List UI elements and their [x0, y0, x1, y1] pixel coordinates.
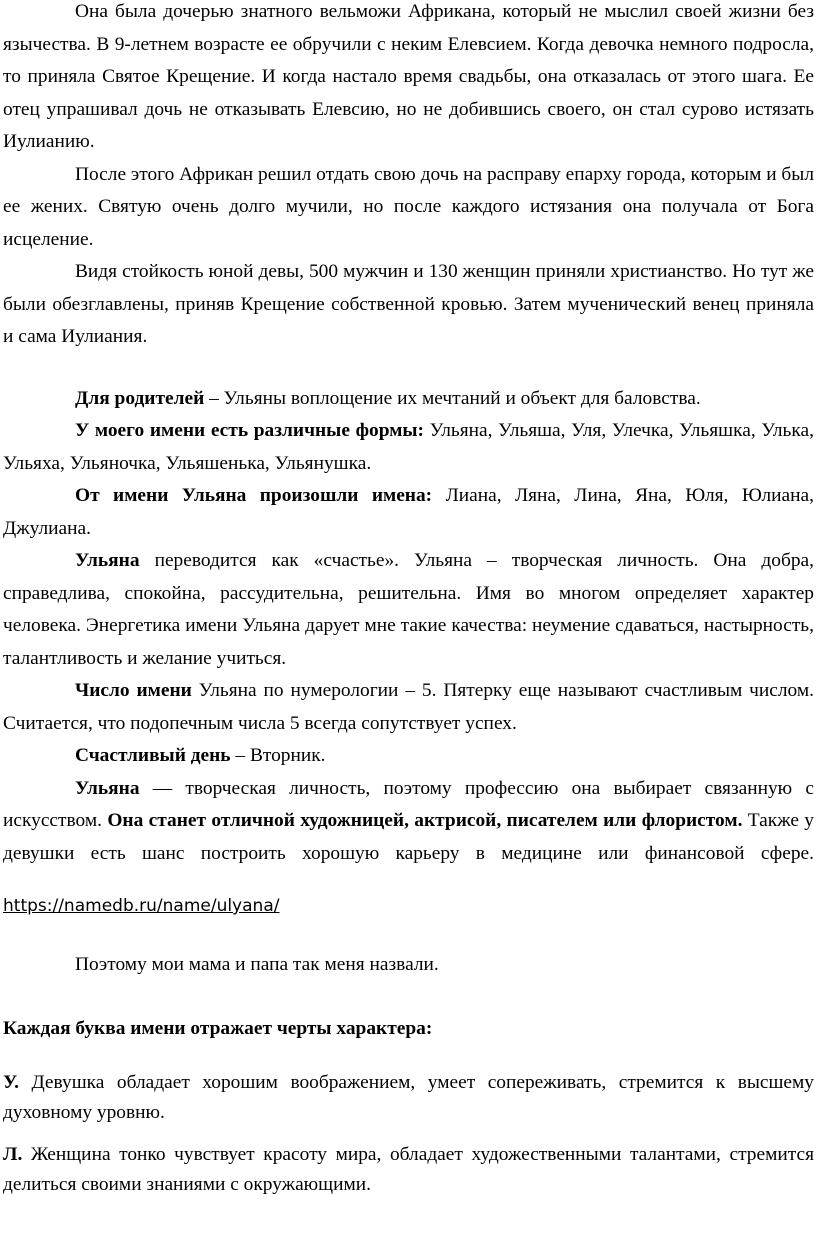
spacer	[0, 1128, 816, 1140]
label-letter-l: Л.	[3, 1143, 23, 1165]
text-career-1: — творческая личность, поэтому профессию она выбирает связанную с искусством.	[3, 777, 814, 831]
label-for-parents: Для родителей	[75, 387, 205, 409]
paragraph-martyrdom: Видя стойкость юной девы, 500 мужчин и 130 женщин приняли христианство. Но тут же были обезглавлены, приняв Крещение собственной кровью. Затем мученический венец приняла и сама Иулиания.	[3, 261, 814, 347]
paragraph-name-meaning	[0, 545, 816, 675]
paragraph-lucky-day	[0, 740, 816, 773]
label-letter-u: У.	[3, 1071, 19, 1093]
text-name-number: Ульяна по нумерологии – 5. Пятерку еще называют счастливым числом. Считается, что подопечным числа 5 всегда сопутствует успех.	[3, 680, 814, 734]
source-link[interactable]: https://namedb.ru/name/ulyana/	[3, 896, 280, 916]
heading-letters: Каждая буква имени отражает черты характера:	[3, 1018, 433, 1039]
paragraph-persecution: После этого Африкан решил отдать свою дочь на расправу епарху города, которым и был ее жених. Святую очень долго мучили, но после каждого истязания она получала от Бога исцеление.	[3, 163, 814, 250]
paragraph-letter-u	[0, 1068, 816, 1128]
spacer	[0, 870, 816, 890]
spacer	[0, 354, 816, 381]
text-name-forms: Ульяна, Ульяша, Уля, Улечка, Ульяшка, Улька, Ульяха, Ульяночка, Ульяшенька, Ульянушка.	[3, 420, 814, 474]
text-career-2: Также у девушки есть шанс построить хорошую карьеру в медицине или финансовой сфере.	[3, 810, 814, 864]
text-letter-l: Женщина тонко чувствует красоту мира, обладает художественными талантами, стремится делиться своими знаниями с окружающими.	[3, 1143, 814, 1195]
spacer	[0, 923, 816, 949]
label-name-number: Число имени	[75, 680, 192, 701]
text-career-bold: Она станет отличной художницей, актрисой, писателем или флористом.	[107, 810, 743, 831]
label-lucky-day: Счастливый день	[75, 745, 231, 766]
paragraph-name-number	[0, 675, 816, 740]
paragraph-career	[0, 773, 816, 871]
label-derived-names: От имени Ульяна произошли имена:	[75, 485, 433, 506]
text-derived-names: Лиана, Ляна, Лина, Яна, Юля, Юлиана, Джулиана.	[3, 485, 814, 539]
text-lucky-day: – Вторник.	[230, 745, 326, 766]
paragraph-for-parents	[0, 383, 816, 416]
label-career: Ульяна	[75, 777, 140, 799]
spacer	[0, 981, 816, 1013]
paragraph-name-forms	[0, 415, 816, 480]
text-letter-u: Девушка обладает хорошим воображением, умеет сопереживать, стремится к высшему духовному уровню.	[3, 1071, 814, 1123]
text-name-meaning: переводится как «счастье». Ульяна – творческая личность. Она добра, справедлива, спокойна, рассудительна, решительна. Имя во многом определяет характер человека. Энергетика имени Ульяна дарует мне такие качества: неумение сдаваться, настырность, талантливость и желание учиться.	[3, 550, 814, 669]
paragraph-letter-l	[0, 1140, 816, 1200]
paragraph-origin-story: Она была дочерью знатного вельможи Африкана, который не мыслил своей жизни без язычества. В 9-летнем возрасте ее обручили с неким Елевсием. Когда девочка немного подросла, то приняла Святое Крещение. И когда настало время свадьбы, она отказалась от этого шага. Ее отец упрашивал дочь не отказывать Елевсию, но не добившись своего, он стал сурово истязать Иулианию.	[3, 1, 814, 152]
paragraph-derived-names	[0, 480, 816, 545]
text-for-parents: – Ульяны воплощение их мечтаний и объект для баловства.	[204, 387, 701, 409]
spacer	[0, 1046, 816, 1068]
paragraph-named: Поэтому мои мама и папа так меня назвали.	[75, 953, 439, 975]
label-name-forms: У моего имени есть различные формы:	[75, 420, 424, 441]
label-name-meaning: Ульяна	[75, 550, 140, 571]
